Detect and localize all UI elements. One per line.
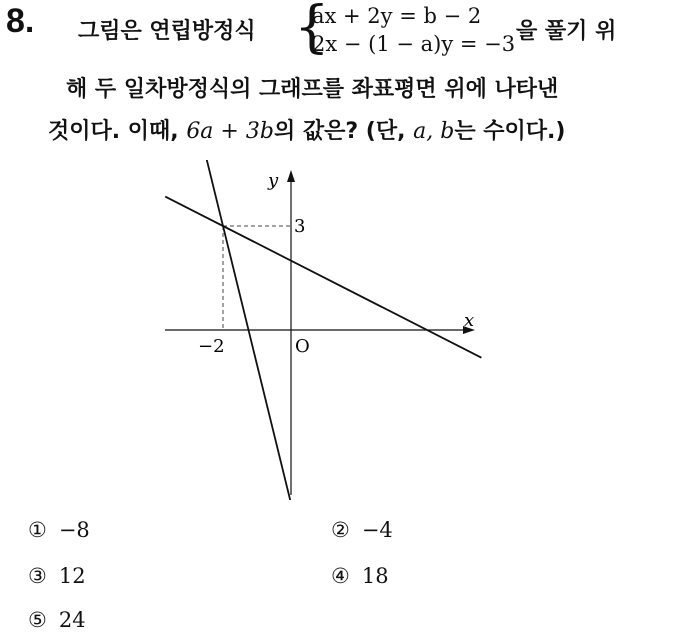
x-tick-label: −2 <box>198 336 225 357</box>
choice-mark: ④ <box>331 564 350 588</box>
question-line-2: 해 두 일차방정식의 그래프를 좌표평면 위에 나타낸 <box>66 77 559 102</box>
question-text-part: 을 풀기 위 <box>516 19 617 44</box>
choice-mark: ① <box>28 518 47 542</box>
question-line-3 <box>48 114 565 145</box>
choice-mark: ② <box>331 518 350 542</box>
y-axis-label: y <box>268 170 279 191</box>
choice-mark: ③ <box>28 564 47 588</box>
equation-1: ax + 2y = b − 2 <box>312 4 482 28</box>
coordinate-graph <box>150 160 490 500</box>
choice-2[interactable] <box>331 518 393 542</box>
brace-icon: { <box>294 0 330 60</box>
choice-value: −4 <box>361 518 393 542</box>
question-number: 8. <box>6 2 35 40</box>
graph-line-shallow <box>165 197 481 358</box>
y-axis-arrow-icon <box>287 170 295 182</box>
origin-label: O <box>295 336 310 357</box>
question-line-1 <box>78 14 256 45</box>
question-text-part: 는 수이다.) <box>454 119 566 144</box>
y-tick-label: 3 <box>294 216 306 237</box>
expression: 6a + 3b <box>186 119 274 144</box>
choice-mark: ⑤ <box>28 608 47 632</box>
choice-value: 12 <box>58 564 86 588</box>
choice-value: −8 <box>58 518 90 542</box>
choice-4[interactable] <box>331 564 389 588</box>
equation-2: 2x − (1 − a)y = −3 <box>312 32 516 56</box>
choice-3[interactable] <box>28 564 86 588</box>
choice-value: 24 <box>58 608 86 632</box>
equation-system <box>294 0 524 66</box>
choice-1[interactable] <box>28 518 90 542</box>
question-text-part: 것이다. 이때, <box>48 119 179 144</box>
choice-value: 18 <box>361 564 389 588</box>
question-text-part: 그림은 연립방정식 <box>78 19 256 44</box>
question-text-part: 의 값은? (단, <box>273 119 406 144</box>
variables: a, b <box>413 119 455 144</box>
x-axis-label: x <box>464 310 475 331</box>
choice-5[interactable] <box>28 608 86 632</box>
